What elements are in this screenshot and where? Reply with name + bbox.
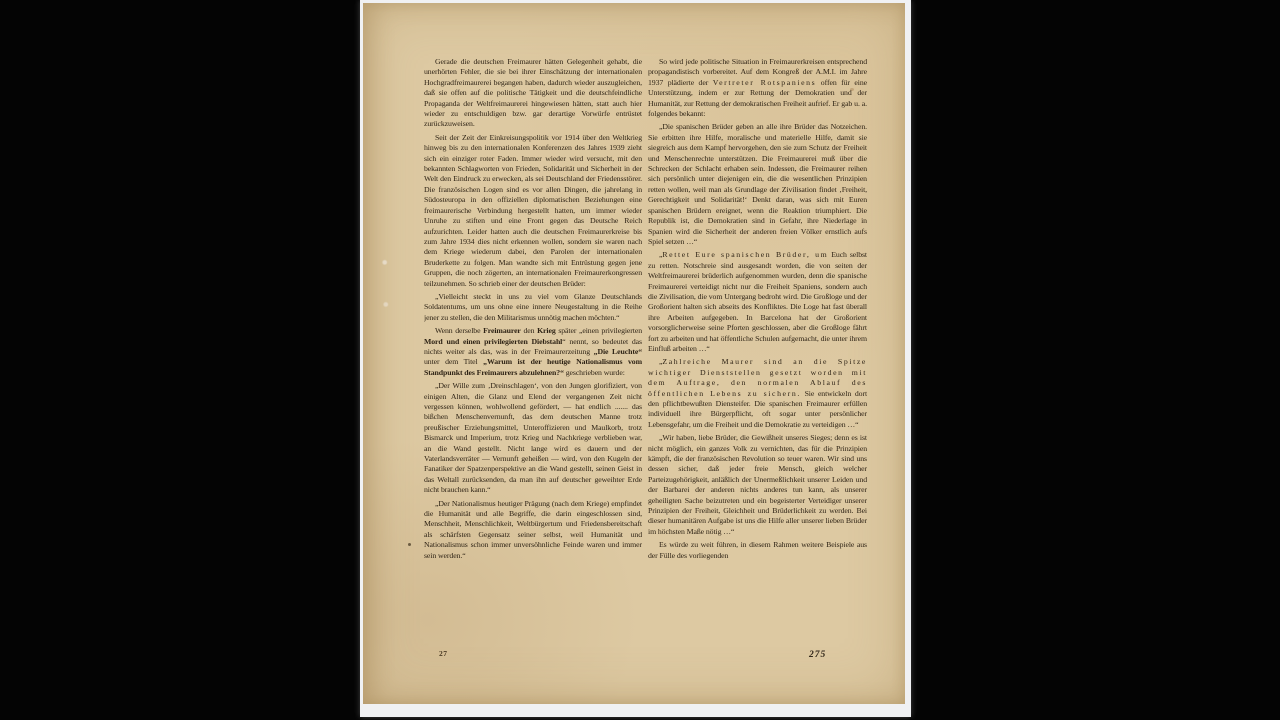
paragraph [424,326,642,378]
body-text: „Der Wille zum ‚Dreinschlagen‘, von den Jungen glorifiziert, von einigen Alten, die Glanz und Elend der vergangenen Zeit nicht vergessen können, wohlwollend gefördert, — hat endlich ....... das bißchen Menschenvernunft, das dem deutschen Manne trotz preußischer Erziehungsmittel, Unteroffizieren und Maulkorb, trotz Bismarck und Imperium, trotz Krieg und Nachkriege verblieben war, an die Wand gestellt. Nicht lange wird es dauern und der Vaterlandsverräter — Vernunft geheißen — wird, von den Kugeln der Fanatiker der Spatzenperspektive an die Wand gestellt, seinen Geist in das Weltall zurücksenden, da man ihn auf deutscher geweihter Erde nicht brauchen kann.“ [424,381,642,495]
paragraph [424,57,642,130]
emphasized-text: Vertreter Rotspaniens [712,77,817,87]
body-text: offen für eine Unterstützung, indem er zur Rettung der Demokratien und der Humanität, zur Rettung der demokratischen Freiheit aufrief. Er gab u. a. folgendes bekannt: [648,77,867,119]
body-text: unter dem Titel [424,357,484,367]
body-text: „Die spanischen Brüder geben an alle ihre Brüder das Notzeichen. Sie erbitten ihre Hilfe, moralische und materielle Hilfe, damit sie siegreich aus dem Kampf hervorgehen, den sie zum Schutz der Freiheit und Menschenrechte unterstützen. Die Freimaurerei muß über die Schrecken der Schlacht erhaben sein. Indessen, die Freimaurer reihen sich persönlich unter diejenigen ein, die die wesentlichen Prinzipien retten wollen, weil man als Grundlage der Zivilisation findet ‚Freiheit, Gerechtigkeit und Solidarität!‘ Denkt daran, was sich mit Euren spanischen Brüdern ereignet, wenn die Reaktion triumphiert. Die Republik ist, die Demokratien sind in Gefahr, ihre Niederlage in Spanien wird die Sicherheit der anderen freien Völker ernstlich aufs Spiel setzen …“ [648,122,867,246]
emphasized-text: Mord und einen privilegierten Diebstahl [424,336,563,346]
emphasized-text: Zahlreiche Maurer sind an die Spitze wichtiger Dienststellen gesetzt worden mit dem Auftrage, den normalen Ablauf des öffentlichen Lebens zu sichern. [648,357,867,398]
emphasized-text: Rettet Eure spanischen Brüder, um [662,250,829,260]
book-page-scan [363,3,905,704]
paragraph [424,133,642,289]
body-text: „Wir haben, liebe Brüder, die Gewißheit unseres Sieges; denn es ist nicht möglich, ein ganzes Volk zu vernichten, das für die Prinzipien kämpft, die der französischen Revolution so teuer waren. Wir sind uns dessen sicher, daß jeder freie Mensch, gleich welcher Parteizugehörigkeit, anläßlich der Unermeßlichkeit unserer Leiden und der Barbarei der anderen nichts anderes tun kann, als unserer geheiligten Sache beizutreten und ein begeisterter Verteidiger unserer Prinzipien der Freiheit, Gleichheit und Brüderlichkeit zu werden. Bei dieser humanitären Aufgabe ist uns die Hilfe aller unserer lieben Brüder im höchsten Maße nötig …“ [648,433,867,536]
body-text: Seit der Zeit der Einkreisungspolitik vor 1914 über den Weltkrieg hinweg bis zu den internationalen Konferenzen des Jahres 1939 zieht sich ein einziger roter Faden. Immer wieder wird versucht, mit den bekannten Schlagworten von Frieden, Solidarität und Sicherheit in der Welt den Eindruck zu erwecken, als sei Deutschland der Friedensstörer. Die französischen Logen sind es vor allen Dingen, die jahrelang in Südosteuropa in den offiziellen diplomatischen Beziehungen eine freimaurerische Verbindung hergestellt hatten, um immer wieder Unruhe zu stiften und eine Front gegen das Deutsche Reich aufzurichten. Leider hatten auch die deutschen Freimaurerkreise bis zum Jahre 1934 dies nicht erkennen wollen, sondern sie waren nach dem Kriege wiederum dabei, den Parolen der internationalen Bruderkette zu folgen. Man wandte sich mit Entrüstung gegen jene Gruppen, die noch zögerten, an internationalen Freimaurerkongressen teilzunehmen. So schrieb einer der deutschen Brüder: [424,132,642,288]
paper-blemish [850,88,854,91]
paragraph [648,357,867,430]
body-text: geschrieben wurde: [563,367,625,377]
body-text: Wenn derselbe [435,326,484,336]
body-text: So wird jede politische Situation in Freimaurerkreisen entsprechend propagandistisch vorbereitet. Auf dem Kongreß der A.M.I. im Jahre 1937 plädierte der [648,57,867,87]
emphasized-text: Krieg [537,326,556,336]
paragraph [648,122,867,247]
body-text: später „einen privilegierten [555,326,642,336]
paragraph [424,381,642,495]
body-text: Gerade die deutschen Freimaurer hätten Gelegenheit gehabt, die unerhörten Fehler, die sie bei ihrer Einschätzung der internationalen Hochgradfreimaurerei begangen haben, dadurch wieder auszugleichen, daß sie offen auf die politische Tätigkeit und die deutschfeindliche Propaganda der Weltfreimaurerei hingewiesen hätten, statt auch hier wieder zu entschuldigen bzw. gar derartige Vorwürfe entrüstet zurückzuweisen. [424,57,642,129]
paragraph [648,433,867,537]
paragraph [424,292,642,323]
signature-mark: 27 [439,649,448,658]
body-text: „ [659,250,663,260]
paragraph [648,250,867,354]
body-text: Euch selbst zu retten. Notschreie sind ausgesandt worden, die von seiten der Weltfreimaurerei brüderlich aufgenommen wurden, denn die spanische Freimaurerei verteidigt nicht nur die Freiheit Spaniens, sondern auch die Zivilisation, die vom Untergang bedroht wird. Die Großloge und der Großorient halten sich abseits des Konfliktes. Die Loge hat fast überall ihre Arbeiten aufgegeben. In Barcelona hat der Großorient vorsorglicherweise seine Pforten geschlossen, aber die Großloge fährt fort zu arbeiten und hat öffentliche Schulen aufgemacht, die unter ihrem Einfluß arbeiten …“ [648,250,867,353]
body-text: „ [659,357,663,367]
body-text: den [520,326,538,336]
body-text: Es würde zu weit führen, in diesem Rahmen weitere Beispiele aus der Fülle des vorliegenden [648,540,867,560]
body-text: „Der Nationalismus heutiger Prägung (nach dem Kriege) empfindet die Humanität und alle Begriffe, die darin eingeschlossen sind, Menschheit, Menschlichkeit, Weltbürgertum und Friedensbereitschaft als schärfsten Gegensatz seiner selbst, weil Humanität und Nationalismus schon immer unversöhnliche Feinde waren und immer sein werden.“ [424,498,642,560]
text-column-left [424,57,642,627]
emphasized-text: Freimaurer [483,326,521,336]
ink-speck [408,543,411,546]
body-text: Sie entwickeln dort den pflichtbewußten Diensteifer. Die spanischen Freimaurer erfüllen individuell ihre Bürgerpflicht, oft sogar unter persönlicher Lebensgefahr, um die Freiheit und die Demokratie zu verteidigen …“ [648,388,867,429]
text-column-right [648,57,867,653]
page-number: 275 [809,650,827,660]
paragraph [648,57,867,119]
body-text: „Vielleicht steckt in uns zu viel vom Glanze Deutschlands Soldatentums, um uns ohne eine innere Neugestaltung in die Reihe jener zu stellen, die den Militarismus unnötig machen möchten.“ [424,291,642,322]
emphasized-text: „Warum ist der heutige Nationalismus vom Standpunkt des Freimaurers abzulehnen?“ [424,357,642,377]
body-text: “ nennt, so bedeutet das nichts weiter als das, was in der Freimaurerzeitung [424,336,642,356]
paragraph [424,499,642,561]
paragraph [648,540,867,561]
emphasized-text: „Die Leuchte“ [593,346,642,356]
